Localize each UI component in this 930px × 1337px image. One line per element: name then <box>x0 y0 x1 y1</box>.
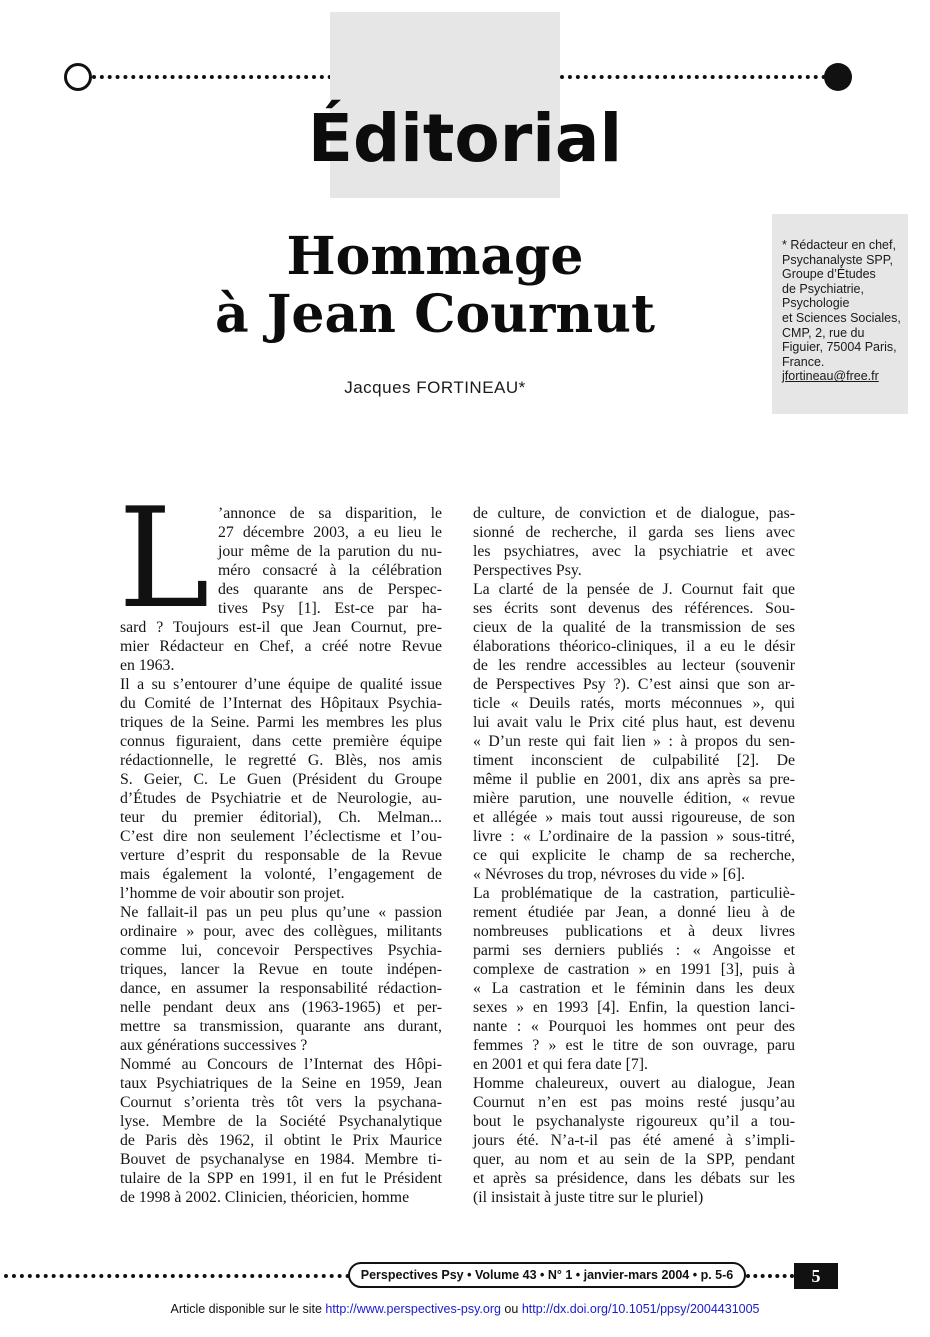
text-line: tulaire de la SPP en 1991, il en fut le Président <box>120 1170 442 1187</box>
text-line: mais également la volonté, l’engagement de <box>120 866 442 883</box>
text-line: teur du premier éditorial), Ch. Melman... <box>120 809 442 826</box>
section-title: Éditorial <box>307 100 623 177</box>
paragraph <box>473 1074 795 1207</box>
text-line: sionné de recherche, il garda ses liens avec <box>473 524 795 541</box>
text-line: femmes ? » est le titre de son ouvrage, paru <box>473 1037 795 1054</box>
text-line: rement étudiée par Jean, a donné lieu à de <box>473 904 795 921</box>
text-line: aux générations successives ? <box>120 1037 308 1054</box>
text-line: ’annonce de sa disparition, le <box>218 505 442 522</box>
paragraph <box>473 884 795 1074</box>
filled-circle-icon <box>824 63 852 91</box>
text-line: rédactionnelle, le regretté G. Blès, nos amis <box>120 752 442 769</box>
affiliation-line: Groupe d’Études <box>782 267 876 282</box>
text-line: élaborations théorico-cliniques, il a eu le désir <box>473 638 795 655</box>
author-affiliation-note <box>772 214 908 414</box>
text-line: en 2001 et qui fera date [7]. <box>473 1056 649 1073</box>
text-line: de 1998 à 2002. Clinicien, théoricien, homme <box>120 1189 410 1206</box>
text-line: même il publie en 2001, dix ans après sa pre- <box>473 771 795 788</box>
text-line: dance, en assumer la responsabilité rédaction- <box>120 980 442 997</box>
text-line: 27 décembre 2003, a eu lieu le <box>218 524 442 541</box>
text-line: du Comité de l’Internat des Hôpitaux Psychia- <box>120 695 442 712</box>
site-link[interactable]: http://www.perspectives-psy.org <box>325 1302 501 1316</box>
text-line: complexe de castration » en 1991 [3], puis à <box>473 961 795 978</box>
text-line: « Névroses du trop, névroses du vide » [6]. <box>473 866 746 883</box>
text-line: ordinaire » pour, avec des collègues, militants <box>120 923 442 940</box>
text-line: nante : « Pourquoi les hommes ont peur des <box>473 1018 795 1035</box>
text-line: ses écrits sont devenus des références. Sou- <box>473 600 795 617</box>
text-line: tives Psy [1]. Est-ce par ha- <box>218 600 442 617</box>
text-line: nombreuses publications et à deux livres <box>473 923 795 940</box>
text-line: et après sa présidence, dans les débats sur les <box>473 1170 795 1187</box>
paragraph <box>120 675 442 903</box>
body-column-left <box>118 478 442 1207</box>
text-line: mière parution, une nouvelle édition, « revue <box>473 790 795 807</box>
text-line: timent inconscient de culpabilité [2]. De <box>473 752 795 769</box>
text-line: « D’un reste qui fait lien » : à propos du sen- <box>473 733 795 750</box>
article-title <box>180 228 690 344</box>
text-line: cieux de la qualité de la transmission de ses <box>473 619 795 636</box>
text-line: jours été. N’a-t-il pas été amené à s’impli- <box>473 1132 795 1149</box>
text-line: La problématique de la castration, particuliè- <box>473 885 795 902</box>
text-line: sard ? Toujours est-il que Jean Cournut, pre- <box>120 619 442 636</box>
text-line: et allégée » mais tout aussi rigoureuse, de son <box>473 809 795 826</box>
text-line: des quarante ans de Perspec- <box>218 581 442 598</box>
text-line: Perspectives Psy. <box>473 562 582 579</box>
availability-notice <box>0 1302 930 1316</box>
hollow-circle-icon <box>64 63 92 91</box>
author-email-link[interactable]: jfortineau@free.fr <box>782 369 879 384</box>
text-line: d’Études de Psychiatrie et de Neurologie, au- <box>120 790 442 807</box>
affiliation-line: CMP, 2, rue du <box>782 325 865 340</box>
text-line: ce qui explicite le champ de sa recherche, <box>473 847 795 864</box>
paragraph <box>120 1055 442 1207</box>
text-line: jour même de la parution du nu- <box>218 543 442 560</box>
text-line: Cournut n’en est pas moins resté jusqu’au <box>473 1094 795 1111</box>
text-line: verture d’esprit du responsable de la Revue <box>120 847 442 864</box>
text-line: (il insistait à juste titre sur le pluriel) <box>473 1189 704 1206</box>
text-line: les psychiatres, avec la psychiatrie et avec <box>473 543 795 560</box>
text-line: nelle pendant deux ans (1963-1965) et per- <box>120 999 442 1016</box>
body-column-right <box>473 504 795 1207</box>
text-line: de Paris dès 1962, il obtint le Prix Maurice <box>120 1132 442 1149</box>
text-line: livre : « L’ordinaire de la passion » sous-titré, <box>473 828 795 845</box>
article-title-line: à Jean Cournut <box>215 284 655 345</box>
text-line: mettre sa transmission, quarante ans durant, <box>120 1018 442 1035</box>
affiliation-line: France. <box>782 354 825 369</box>
text-line: lui avait valu le Prix cité plus haut, est devenu <box>473 714 795 731</box>
paragraph <box>120 903 442 1055</box>
text-line: Homme chaleureux, ouvert au dialogue, Jean <box>473 1075 795 1092</box>
affiliation-line: Psychologie <box>782 296 850 311</box>
affiliation-line: et Sciences Sociales, <box>782 310 901 325</box>
affiliation-line: Figuier, 75004 Paris, <box>782 340 897 355</box>
text-line: comme lui, concevoir Perspectives Psychia- <box>120 942 442 959</box>
drop-cap: L <box>118 478 210 639</box>
text-line: ticle « Deuils ratés, morts méconnues », qui <box>473 695 795 712</box>
text-line: Il a su s’entourer d’une équipe de qualité issue <box>120 676 442 693</box>
text-line: taux Psychiatriques de la Seine en 1959, Jean <box>120 1075 442 1092</box>
article-title-line: Hommage <box>286 226 584 287</box>
paragraph <box>473 504 795 580</box>
text-line: de culture, de conviction et de dialogue, pas- <box>473 505 795 522</box>
text-line: triques, lancer la Revue en toute indépen- <box>120 961 442 978</box>
text-line: l’homme de voir aboutir son projet. <box>120 885 345 902</box>
doi-link[interactable]: http://dx.doi.org/10.1051/ppsy/2004431005 <box>521 1302 760 1316</box>
text-line: Nommé au Concours de l’Internat des Hôpi- <box>120 1056 442 1073</box>
text-line: bout le psychanalyste rigoureux qu’il a tou- <box>473 1113 795 1130</box>
text-line: de Perspectives Psy ?). C’est ainsi que son ar- <box>473 676 795 693</box>
text-line: mier Rédacteur en Chef, a créé notre Revue <box>120 638 442 655</box>
text-line: de les rendre accessibles au lecteur (souvenir <box>473 657 795 674</box>
text-line: S. Geier, C. Le Guen (Président du Groupe <box>120 771 442 788</box>
affiliation-line: * Rédacteur en chef, <box>782 238 896 252</box>
text-line: lyse. Membre de la Société Psychanalytique <box>120 1113 442 1130</box>
text-line: sexes » en 1993 [4]. Enfin, la question lanci- <box>473 999 795 1016</box>
affiliation-line: de Psychiatrie, <box>782 281 864 296</box>
header-dotted-rule-left <box>92 75 332 79</box>
text-line: Ne fallait-il pas un peu plus qu’une « passion <box>120 904 442 921</box>
header-dotted-rule-right <box>560 75 826 79</box>
text-line: quer, au nom et au sein de la SPP, pendant <box>473 1151 795 1168</box>
author-byline: Jacques FORTINEAU* <box>344 378 526 397</box>
affiliation-line: Psychanalyste SPP, <box>782 252 893 267</box>
availability-middle: ou <box>500 1302 522 1316</box>
text-line: parmi ses derniers publiés : « Angoisse et <box>473 942 795 959</box>
page-number: 5 <box>794 1263 838 1289</box>
text-line: C’est dire non seulement l’éclectisme et l’ou- <box>120 828 442 845</box>
text-line: Cournut s’orienta très tôt vers la psychana- <box>120 1094 442 1111</box>
text-line: Bouvet de psychanalyse en 1984. Membre ti- <box>120 1151 442 1168</box>
paragraph <box>473 580 795 884</box>
text-line: « La castration et le féminin dans les deux <box>473 980 795 997</box>
text-line: triques de la Seine. Parmi les membres les plus <box>120 714 442 731</box>
text-line: connus figuraient, dans cette première équipe <box>120 733 442 750</box>
availability-prefix: Article disponible sur le site <box>170 1302 326 1316</box>
footer-dotted-rule-right <box>746 1274 794 1278</box>
journal-citation: Perspectives Psy • Volume 43 • N° 1 • janvier-mars 2004 • p. 5-6 <box>348 1262 746 1288</box>
text-line: en 1963. <box>120 657 175 674</box>
paragraph <box>118 478 442 675</box>
footer-dotted-rule-left <box>4 1274 350 1278</box>
text-line: méro consacré à la célébration <box>218 562 442 579</box>
text-line: La clarté de la pensée de J. Cournut fait que <box>473 581 795 598</box>
